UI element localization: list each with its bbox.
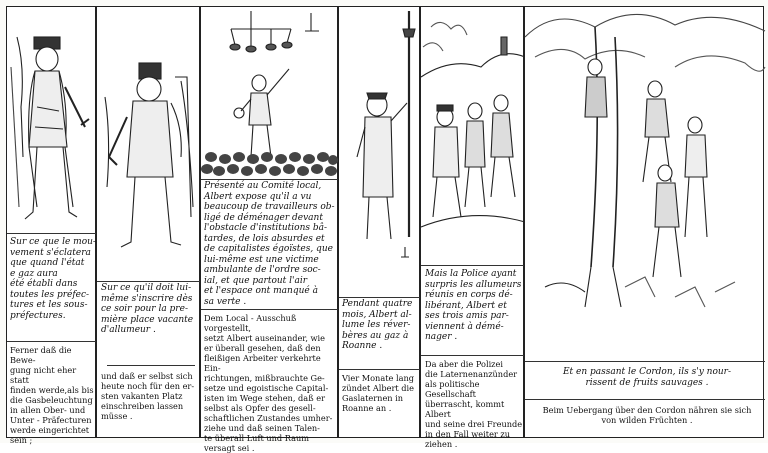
panel-4 <box>338 6 420 438</box>
panel-3-mid-rule <box>201 309 339 310</box>
panel-1-mid-rule <box>7 341 97 342</box>
panel-1-caption-de: Ferner daß die Bewe- gung nicht eher statt finden werde,als bis die Gasbeleuchtung in allen Ober- und Unter - Präfecturen werde eingerichtet sein ; <box>10 345 94 445</box>
panel-2-caption-de: und daß er selbst sich heute noch für den er- sten vakanten Platz einschreiben lassen müsse . <box>101 371 195 421</box>
panel-1-caption-fr: Sur ce que le mou- vement s'éclatera que quand l'état e gaz aura été établi dans toutes les préfec- tures et les sous- préfectures. <box>10 237 96 321</box>
panel-2-mid-rule <box>107 365 195 366</box>
panel-3-top-rule <box>201 179 339 180</box>
panel-5-top-rule <box>421 265 525 266</box>
panel-5-mid-rule <box>421 355 525 356</box>
panel-6 <box>524 6 764 438</box>
panel-5-caption-de: Da aber die Polizei die Laternenanzünder als politische Gesellschaft überrascht, kommt Albert und seine drei Freunde in den Fall weiter zu ziehen . <box>425 359 523 449</box>
panel-6-mid-rule <box>525 399 765 400</box>
panel-2 <box>96 6 200 438</box>
panel-5-caption-fr: Mais la Police ayant surpris les allumeurs réunis en corps dé- libérant, Albert et ses trois amis par- viennent à démé- nager . <box>425 269 522 342</box>
panel-4-caption-fr: Pendant quatre mois, Albert al- lume les réver- bères au gaz à Roanne . <box>342 299 413 351</box>
panel-3-caption-fr: Présenté au Comité local, Albert expose qu'il a vu beaucoup de travailleurs ob- ligé de déménager devant l'obstacle d'institutions bâ- tardes, de lois absurdes et de capitalistes égoïstes, que lui-même est une victime ambulante de l'ordre soc- ial, et que partout l'air et l'espace ont manqué à sa verte . <box>204 181 335 307</box>
panel-2-caption-fr: Sur ce qu'il doit lui- même s'inscrire dès ce soir pour la pre- mière place vacante d'allumeur . <box>101 283 194 335</box>
panel-4-caption-de: Vier Monate lang zündet Albert die Gaslaternen in Roanne an . <box>342 373 414 413</box>
panel-1-top-rule <box>7 233 97 234</box>
panel-6-caption-fr: Et en passant le Cordon, ils s'y nour- rissent de fruits sauvages . <box>562 367 732 388</box>
panel-4-mid-rule <box>339 369 421 370</box>
panel-3-caption-de: Dem Local - Ausschuß vorgestellt, setzt Albert auseinander, wie er überall gesehen, daß den fleißigen Arbeiter verkehrte Ein- richtungen, mißbrauchte Ge- setze und egoistische Capital- isten im Wege stehen, daß er selbst als Opfer des gesell- schaftlichen Zustandes umher- ziehe und daß seinen Talen- te überall Luft und Raum versagt sei . <box>204 313 333 453</box>
panel-4-top-rule <box>339 297 421 298</box>
panel-1 <box>6 6 96 445</box>
panel-3 <box>200 6 338 453</box>
panel-5 <box>420 6 524 449</box>
panel-2-top-rule <box>97 281 201 282</box>
panel-6-top-rule <box>525 361 765 362</box>
panel-6-caption-de: Beim Uebergang über den Cordon nähren sie sich von wilden Früchten . <box>542 405 752 425</box>
